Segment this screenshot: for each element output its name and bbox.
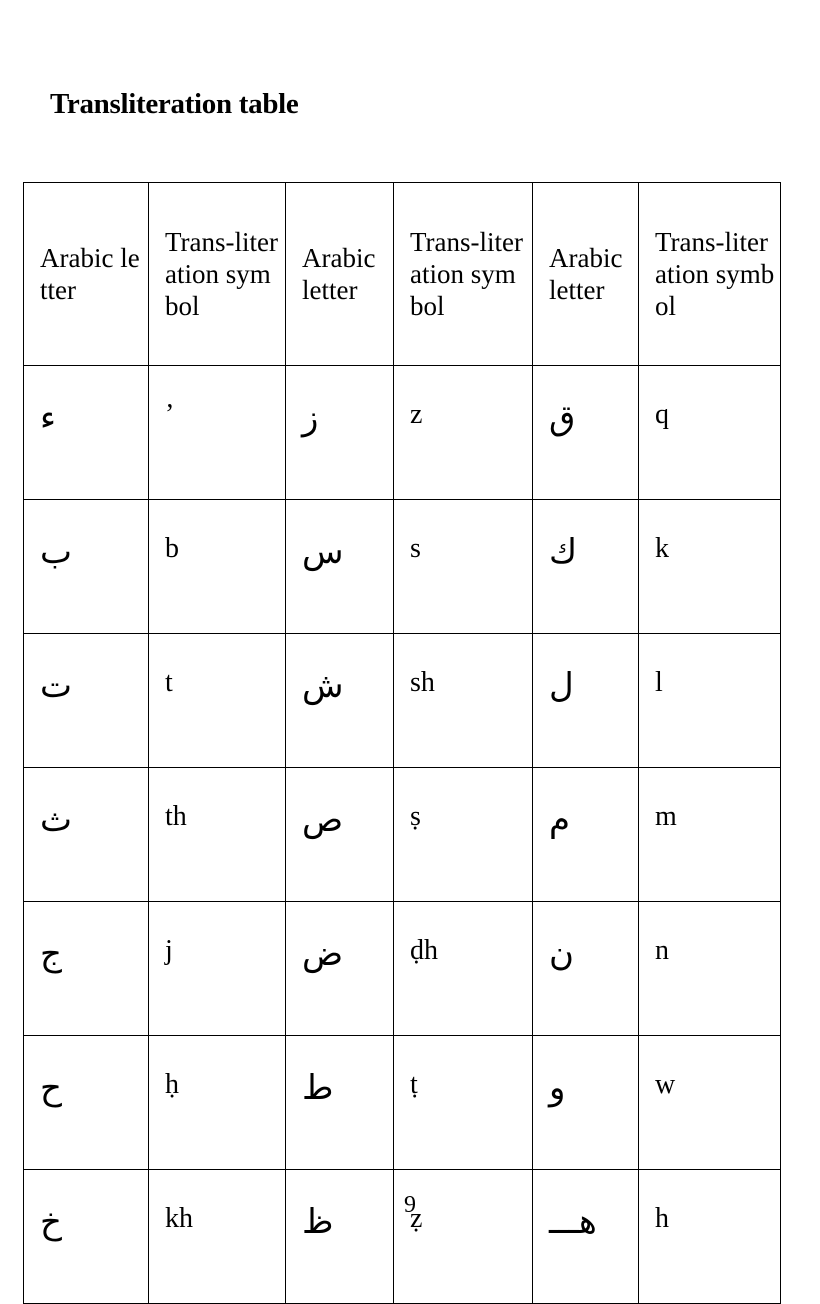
arabic-letter-cell: ن bbox=[533, 902, 639, 1036]
arabic-letter-cell: ب bbox=[24, 500, 149, 634]
arabic-letter-cell: ص bbox=[286, 768, 394, 902]
arabic-letter-cell: ظ bbox=[286, 1170, 394, 1304]
page-title: Transliteration table bbox=[50, 88, 299, 120]
transliteration-cell: m bbox=[639, 768, 781, 902]
arabic-letter-cell: ء bbox=[24, 366, 149, 500]
transliteration-cell: ẓ bbox=[394, 1170, 533, 1304]
arabic-letter-cell: ل bbox=[533, 634, 639, 768]
transliteration-cell: ḍh bbox=[394, 902, 533, 1036]
arabic-letter-cell: و bbox=[533, 1036, 639, 1170]
transliteration-cell: ṣ bbox=[394, 768, 533, 902]
arabic-letter-cell: ض bbox=[286, 902, 394, 1036]
arabic-letter-cell: خ bbox=[24, 1170, 149, 1304]
transliteration-cell: ’ bbox=[149, 366, 286, 500]
arabic-letter-cell: س bbox=[286, 500, 394, 634]
transliteration-cell: ṭ bbox=[394, 1036, 533, 1170]
arabic-letter-cell: ح bbox=[24, 1036, 149, 1170]
transliteration-cell: s bbox=[394, 500, 533, 634]
table-row bbox=[24, 902, 781, 1036]
header-arabic-letter-1: Arabic letter bbox=[24, 183, 149, 366]
transliteration-cell: t bbox=[149, 634, 286, 768]
arabic-letter-cell: ش bbox=[286, 634, 394, 768]
transliteration-cell: th bbox=[149, 768, 286, 902]
transliteration-cell: sh bbox=[394, 634, 533, 768]
table-row bbox=[24, 634, 781, 768]
table-row bbox=[24, 366, 781, 500]
header-transliteration-symbol-3: Trans-literation symbol bbox=[639, 183, 781, 366]
header-transliteration-symbol-2: Trans-literation symbol bbox=[394, 183, 533, 366]
transliteration-cell: ḥ bbox=[149, 1036, 286, 1170]
transliteration-table bbox=[23, 182, 781, 1304]
arabic-letter-cell: ق bbox=[533, 366, 639, 500]
arabic-letter-cell: م bbox=[533, 768, 639, 902]
table-row bbox=[24, 500, 781, 634]
page-number: 9 bbox=[404, 1192, 416, 1218]
transliteration-cell: k bbox=[639, 500, 781, 634]
transliteration-cell: z bbox=[394, 366, 533, 500]
transliteration-cell: kh bbox=[149, 1170, 286, 1304]
header-arabic-letter-3: Arabic letter bbox=[533, 183, 639, 366]
transliteration-cell: n bbox=[639, 902, 781, 1036]
header-transliteration-symbol-1: Trans-literation symbol bbox=[149, 183, 286, 366]
arabic-letter-cell: هـــ bbox=[533, 1170, 639, 1304]
arabic-letter-cell: ك bbox=[533, 500, 639, 634]
table-row bbox=[24, 768, 781, 902]
arabic-letter-cell: ز bbox=[286, 366, 394, 500]
transliteration-cell: q bbox=[639, 366, 781, 500]
table-row bbox=[24, 1170, 781, 1304]
transliteration-cell: w bbox=[639, 1036, 781, 1170]
transliteration-cell: b bbox=[149, 500, 286, 634]
arabic-letter-cell: ت bbox=[24, 634, 149, 768]
transliteration-cell: l bbox=[639, 634, 781, 768]
transliteration-cell: j bbox=[149, 902, 286, 1036]
arabic-letter-cell: ث bbox=[24, 768, 149, 902]
arabic-letter-cell: ط bbox=[286, 1036, 394, 1170]
table-row bbox=[24, 1036, 781, 1170]
arabic-letter-cell: ج bbox=[24, 902, 149, 1036]
table-header-row bbox=[24, 183, 781, 366]
transliteration-cell: h bbox=[639, 1170, 781, 1304]
header-arabic-letter-2: Arabic letter bbox=[286, 183, 394, 366]
